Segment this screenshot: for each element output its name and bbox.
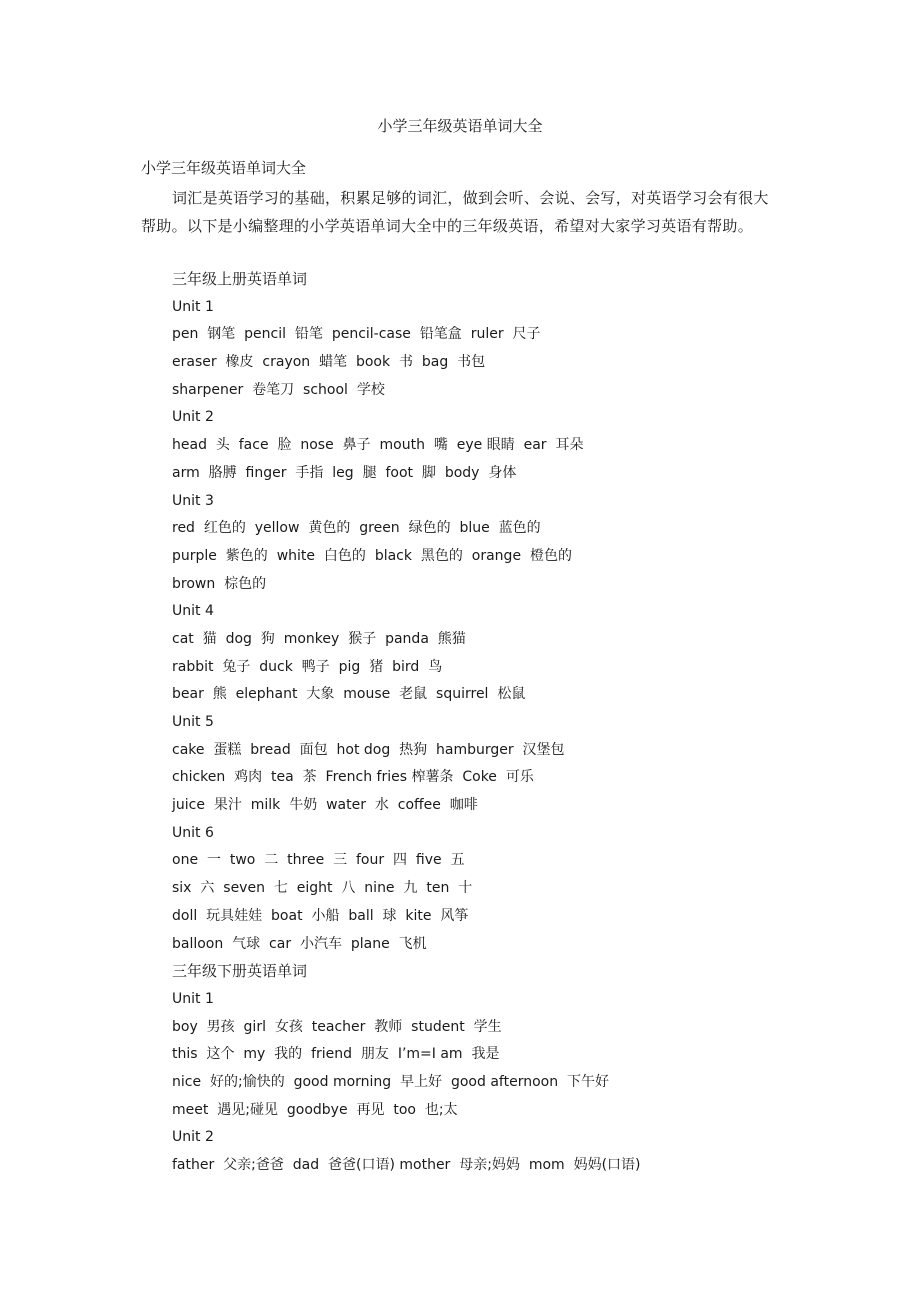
vocabulary-line: eraser 橡皮 crayon 蜡笔 book 书 bag 书包 (172, 354, 486, 371)
vocabulary-line: brown 棕色的 (172, 575, 267, 592)
vocabulary-line: bear 熊 elephant 大象 mouse 老鼠 squirrel 松鼠 (172, 686, 526, 703)
vocabulary-line: balloon 气球 car 小汽车 plane 飞机 (172, 935, 427, 952)
intro-paragraph: 词汇是英语学习的基础，积累足够的词汇，做到会听、会说、会写，对英语学习会有很大帮助。以下是小编整理的小学英语单词大全中的三年级英语，希望对大家学习英语有帮助。 (141, 189, 769, 235)
vocabulary-line: cake 蛋糕 bread 面包 hot dog 热狗 hamburger 汉堡包 (172, 741, 565, 758)
unit-heading: Unit 5 (172, 714, 214, 730)
vocabulary-line: doll 玩具娃娃 boat 小船 ball 球 kite 风筝 (172, 907, 469, 924)
section-heading: 小学三年级英语单词大全 (141, 159, 307, 177)
vocabulary-line: rabbit 兔子 duck 鸭子 pig 猪 bird 鸟 (172, 658, 443, 675)
vocabulary-line: father 父亲;爸爸 dad 爸爸(口语) mother 母亲;妈妈 mom 妈妈(口语) (172, 1157, 641, 1173)
unit-heading: Unit 1 (172, 298, 214, 315)
vocabulary-line: red 红色的 yellow 黄色的 green 绿色的 blue 蓝色的 (172, 520, 541, 537)
vocabulary-line: arm 胳膊 finger 手指 leg 腿 foot 脚 body 身体 (172, 464, 517, 481)
unit-heading: Unit 4 (172, 603, 214, 620)
vocabulary-line: juice 果汁 milk 牛奶 water 水 coffee 咖啡 (172, 797, 478, 814)
grade-heading-second-term: 三年级下册英语单词 (172, 962, 308, 981)
vocabulary-line: head 头 face 脸 nose 鼻子 mouth 嘴 eye 眼睛 ear 耳朵 (172, 437, 584, 454)
vocabulary-line: nice 好的;愉快的 good morning 早上好 good afternoon 下午好 (172, 1073, 609, 1090)
vocabulary-line: this 这个 my 我的 friend 朋友 I’m=I am 我是 (172, 1046, 500, 1063)
unit-heading: Unit 3 (172, 492, 214, 509)
document-title: 小学三年级英语单词大全 (377, 117, 543, 135)
unit-heading: Unit 2 (172, 1129, 214, 1146)
unit-heading: Unit 6 (172, 824, 214, 841)
vocabulary-line: cat 猫 dog 狗 monkey 猴子 panda 熊猫 (172, 630, 466, 647)
vocabulary-line: pen 钢笔 pencil 铅笔 pencil-case 铅笔盒 ruler 尺子 (172, 326, 541, 343)
unit-heading: Unit 1 (172, 990, 214, 1007)
vocabulary-line: purple 紫色的 white 白色的 black 黑色的 orange 橙色的 (172, 547, 572, 564)
vocabulary-line: sharpener 卷笔刀 school 学校 (172, 381, 385, 398)
unit-heading: Unit 2 (172, 409, 214, 426)
vocabulary-list (172, 266, 812, 1180)
vocabulary-line: meet 遇见;碰见 goodbye 再见 too 也;太 (172, 1101, 458, 1118)
grade-heading-first-term: 三年级上册英语单词 (172, 270, 308, 288)
vocabulary-line: six 六 seven 七 eight 八 nine 九 ten 十 (172, 880, 473, 897)
vocabulary-line: boy 男孩 girl 女孩 teacher 教师 student 学生 (172, 1018, 502, 1035)
vocabulary-line: one 一 two 二 three 三 four 四 five 五 (172, 852, 465, 869)
vocabulary-line: chicken 鸡肉 tea 茶 French fries 榨薯条 Coke 可乐 (172, 769, 534, 786)
